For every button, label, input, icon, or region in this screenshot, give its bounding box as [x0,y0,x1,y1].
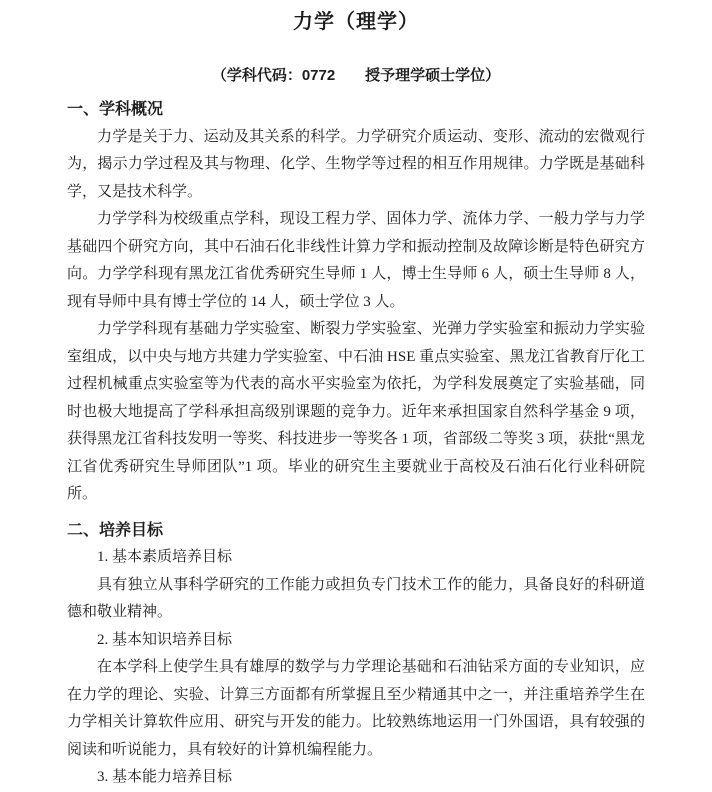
goal-subheading-1: 1. 基本素质培养目标 [97,549,233,565]
overview-paragraph-3: 力学学科现有基础力学实验室、断裂力学实验室、光弹力学实验室和振动力学实验室组成，以中央与地方共建力学实验室、中石油 HSE 重点实验室、黑龙江省教育厅化工过程机械重点实验室等为代表的高水平实验室为依托，为学科发展奠定了实验基础，同时也极大地提高了学科承担高级别课题的竞争力。近年来承担国家自然科学基金 9 项，获得黑龙江省科技发明一等奖、科技进步一等奖各 1 项，省部级二等奖 3 项，获批“黑龙江省优秀研究生导师团队”1 项。毕业的研究生主要就业于高校及石油石化行业科研院所。 [67,321,645,502]
goal-subheading-2: 2. 基本知识培养目标 [97,631,233,648]
section-heading-training-goals: 二、培养目标 [67,521,164,539]
goal-paragraph-2: 在本学科上使学生具有雄厚的数学与力学理论基础和石油钻采方面的专业知识，应在力学的理论、实验、计算三方面都有所掌握且至少精通其中之一，并注重培养学生在力学相关计算软件应用、研究与开发的能力。比较熟练地运用一门外国语，具有较强的阅读和听说能力，具有较好的计算机编程能力。 [67,659,645,758]
goal-paragraph-1: 具有独立从事科学研究的工作能力或担负专门技术工作的能力，具备良好的科研道德和敬业精神。 [67,576,645,620]
discipline-code-subtitle: （学科代码：0772 授予理学硕士学位） [211,67,501,84]
goal-subheading-3: 3. 基本能力培养目标 [97,769,233,785]
overview-paragraph-1: 力学是关于力、运动及其关系的科学。力学研究介质运动、变形、流动的宏微观行为，揭示力学过程及其与物理、化学、生物学等过程的相互作用规律。力学既是基础科学，又是技术科学。 [67,128,645,200]
page-title: 力学（理学） [293,11,419,33]
overview-paragraph-2: 力学学科为校级重点学科，现设工程力学、固体力学、流体力学、一般力学与力学基础四个研究方向，其中石油石化非线性计算力学和振动控制及故障诊断是特色研究方向。力学学科现有黑龙江省优秀研究生导师 1 人，博士生导师 6 人，硕士生导师 8 人，现有导师中具有博士学位的 14 人，硕士学位 3 人。 [67,211,645,310]
section-heading-overview: 一、学科概况 [67,101,164,118]
